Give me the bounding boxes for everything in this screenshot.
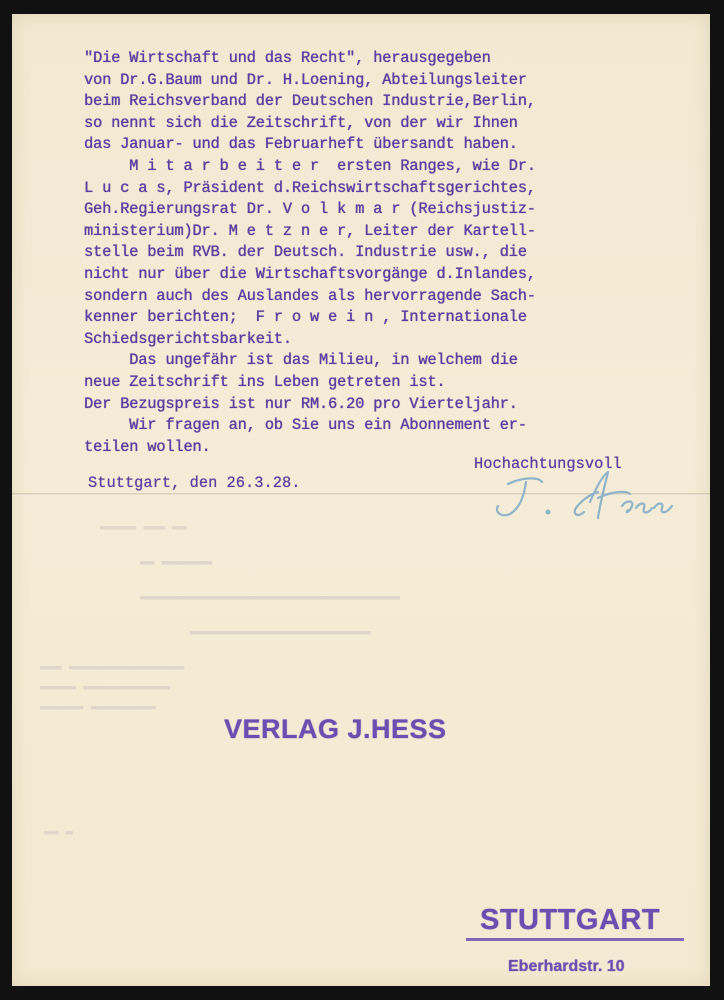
- letter-line: nicht nur über die Wirtschaftsvorgänge d.Inlandes,: [84, 264, 536, 283]
- letter-line: stelle beim RVB. der Deutsch. Industrie usw., die: [84, 243, 527, 262]
- publisher-stamp: VERLAG J.HESS: [224, 714, 447, 744]
- show-through-marks: ▬▬▬ ▬▬▬▬▬▬▬▬▬▬▬▬▬▬▬▬: [40, 660, 185, 674]
- show-through-marks: ▬▬▬▬▬▬▬▬▬▬▬▬▬▬▬▬▬▬▬▬▬▬▬▬▬▬▬▬▬▬▬▬▬▬▬▬: [140, 590, 401, 604]
- letter-line: Das ungefähr ist das Milieu, in welchem die: [84, 351, 518, 370]
- letter-line: Der Bezugspreis ist nur RM.6.20 pro Vierteljahr.: [84, 394, 518, 413]
- show-through-marks: ▬▬▬▬▬ ▬▬▬ ▬▬: [100, 520, 187, 534]
- city-stamp-underline: [466, 938, 684, 941]
- date-line: Stuttgart, den 26.3.28.: [88, 474, 301, 492]
- handwritten-signature: [480, 462, 690, 532]
- letter-line: kenner berichten; F r o w e i n , Internationale: [84, 308, 527, 327]
- letter-line: L u c a s, Präsident d.Reichswirtschaftsgerichtes,: [84, 178, 536, 197]
- city-stamp: STUTTGART: [480, 904, 661, 936]
- letter-line: Geh.Regierungsrat Dr. V o l k m a r (Reichsjustiz-: [84, 200, 536, 219]
- show-through-marks: ▬▬ ▬▬▬▬▬▬▬: [140, 555, 213, 569]
- show-through-marks: ▬▬▬▬▬▬▬▬▬▬▬▬▬▬▬▬▬▬▬▬▬▬▬▬▬: [190, 625, 371, 639]
- letter-line: neue Zeitschrift ins Leben getreten ist.: [84, 372, 446, 391]
- closing-text: Hochachtungsvoll: [474, 455, 622, 473]
- letter-line: ministerium)Dr. M e t z n e r, Leiter der Kartell-: [84, 221, 536, 240]
- letter-line: so nennt sich die Zeitschrift, von der wir Ihnen: [84, 113, 518, 132]
- street-address-stamp: Eberhardstr. 10: [508, 958, 625, 975]
- letter-body: [84, 48, 684, 458]
- letter-line: von Dr.G.Baum und Dr. H.Loening, Abteilungsleiter: [84, 70, 527, 89]
- show-through-marks: ▬▬▬▬▬▬ ▬▬▬▬▬▬▬▬▬: [40, 700, 156, 714]
- letter-line: "Die Wirtschaft und das Recht", herausgegeben: [84, 49, 491, 67]
- letter-line: teilen wollen.: [84, 437, 211, 456]
- letter-line: Schiedsgerichtsbarkeit.: [84, 329, 292, 348]
- letter-line: sondern auch des Auslandes als hervorragende Sach-: [84, 286, 536, 305]
- letter-line: das Januar- und das Februarheft übersandt haben.: [84, 135, 518, 154]
- show-through-marks: ▬▬▬▬▬ ▬▬▬▬▬▬▬▬▬▬▬▬: [40, 680, 171, 694]
- letter-line: M i t a r b e i t e r ersten Ranges, wie Dr.: [84, 156, 536, 175]
- letter-line: beim Reichsverband der Deutschen Industrie,Berlin,: [84, 92, 536, 111]
- letter-line: Wir fragen an, ob Sie uns ein Abonnement er-: [84, 416, 527, 435]
- show-through-marks: ▬▬ ▬: [44, 825, 73, 839]
